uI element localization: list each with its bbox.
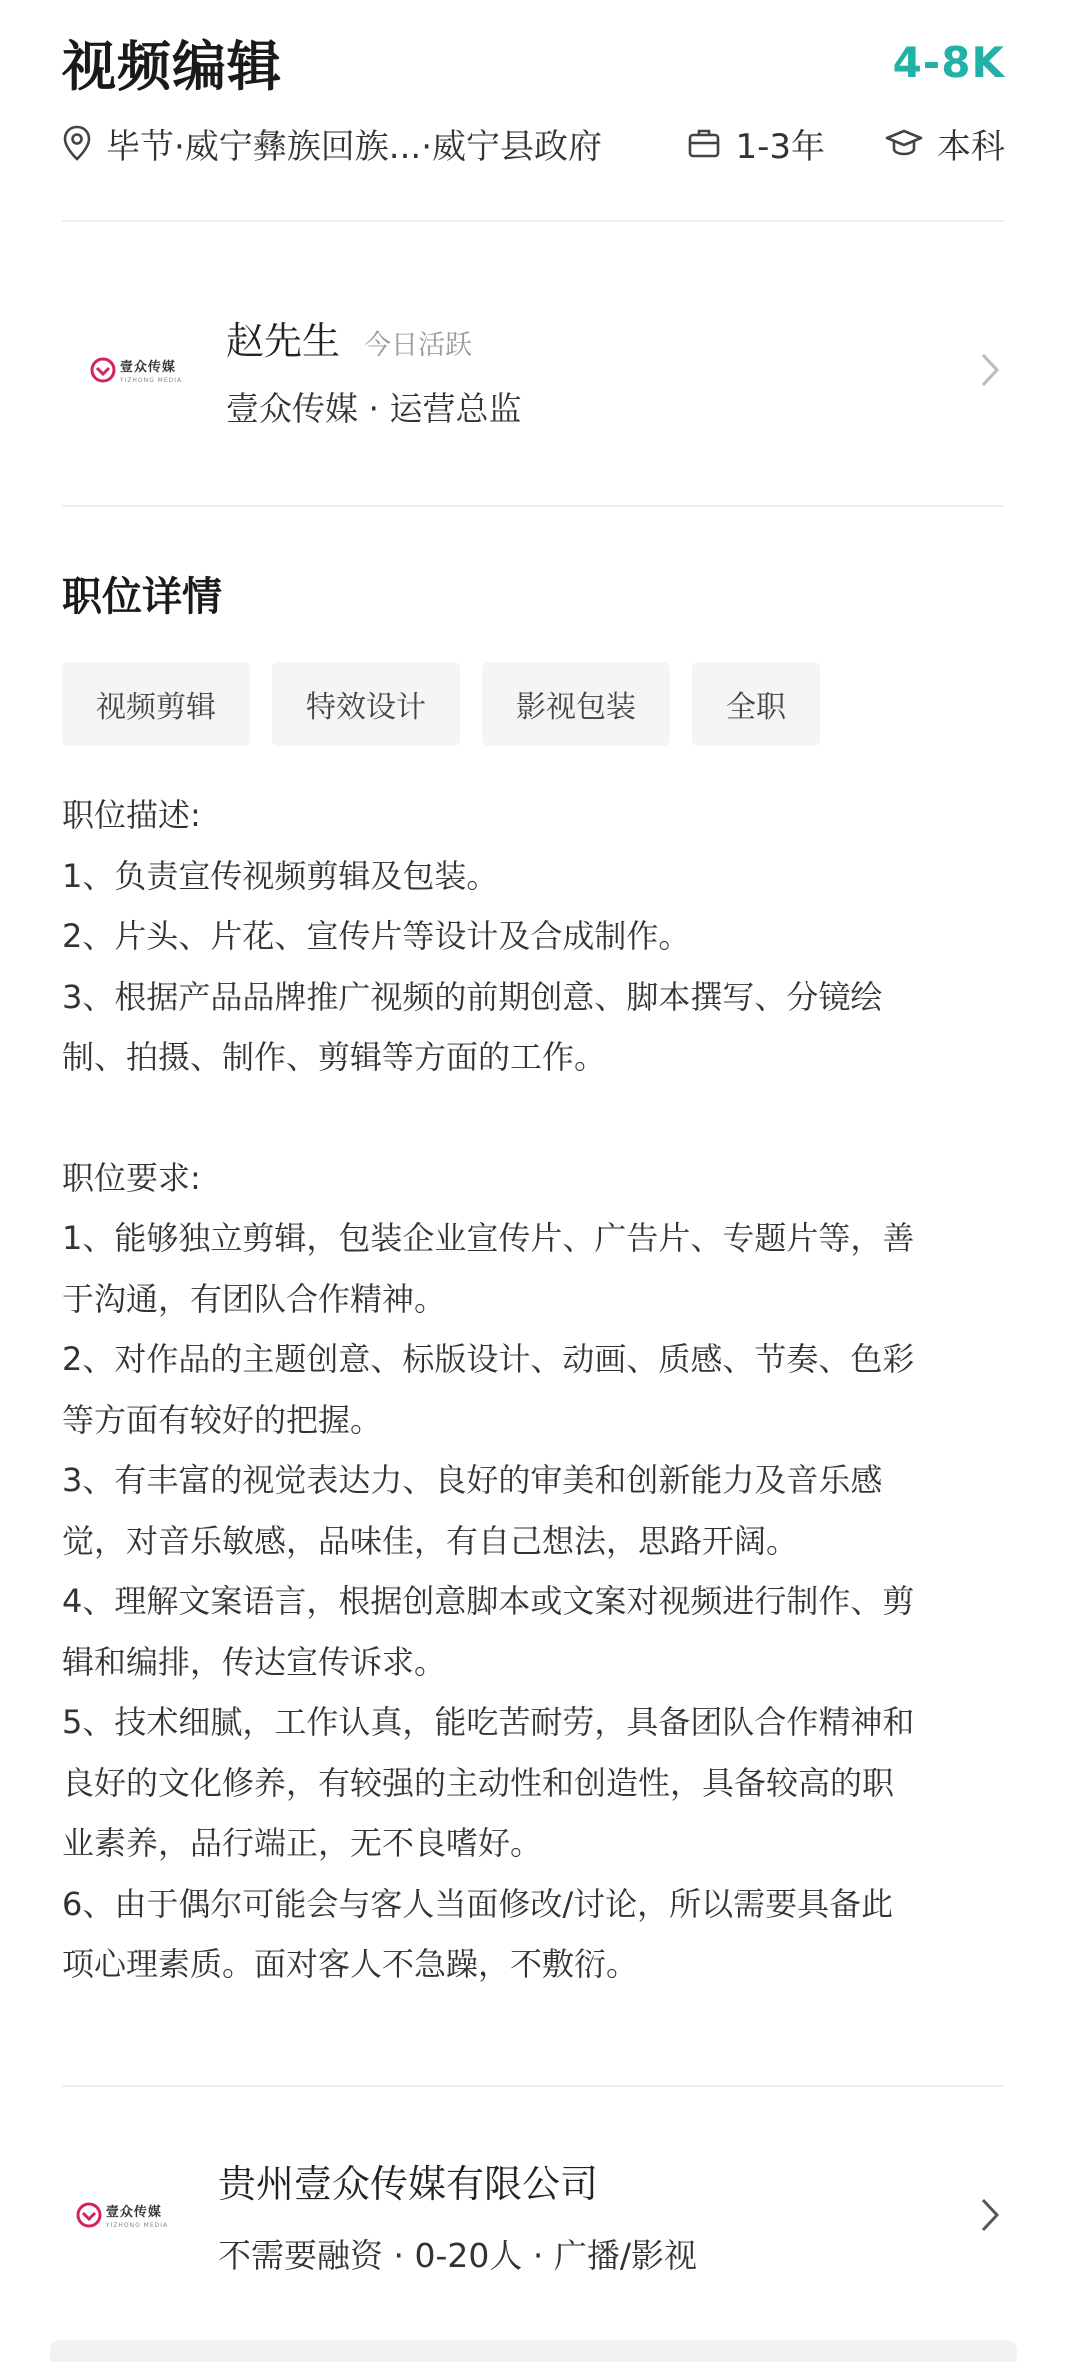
requirement-line: 觉，对音乐敏感，品味佳，有自己想法，思路开阔。 (62, 1521, 799, 1560)
tag-full-time: 全职 (692, 662, 820, 746)
recruiter-card[interactable] (62, 300, 1005, 440)
description-line: 3、根据产品品牌推广视频的前期创意、脚本撰写、分镜绘 (62, 977, 883, 1016)
location-pin-icon (62, 125, 92, 161)
description-line: 1、负责宣传视频剪辑及包装。 (62, 856, 499, 895)
requirement-line: 5、技术细腻，工作认真，能吃苦耐劳，具备团队合作精神和 (62, 1703, 915, 1741)
description-line: 2、片头、片花、宣传片等设计及合成制作。 (62, 917, 691, 955)
requirement-line: 等方面有较好的把握。 (62, 1400, 383, 1439)
logo-text: 壹众传媒 (105, 2205, 162, 2220)
company-name: 贵州壹众传媒有限公司 (218, 2162, 599, 2206)
job-tags (62, 662, 842, 746)
tag-video-editing: 视频剪辑 (62, 662, 250, 746)
location[interactable] (62, 119, 687, 168)
briefcase-icon (687, 127, 721, 159)
requirement-line: 6、由于偶尔可能会与客人当面修改/讨论，所以需要具备此 (62, 1884, 894, 1923)
requirement-line: 3、有丰富的视觉表达力、良好的审美和创新能力及音乐感 (62, 1461, 883, 1499)
job-title: 视频编辑 (62, 34, 282, 98)
chevron-right-icon[interactable] (975, 350, 1005, 390)
education-text: 本科 (937, 126, 1005, 167)
requirement-line: 职位要求: (62, 1158, 201, 1197)
company-meta: 不需要融资 · 0-20人 · 广播/影视 (218, 2236, 697, 2275)
requirement-line: 4、理解文案语言，根据创意脚本或文案对视频进行制作、剪 (62, 1582, 915, 1620)
graduation-cap-icon (885, 127, 923, 159)
education (885, 119, 1005, 168)
tag-film-packaging: 影视包装 (482, 662, 670, 746)
description-line: 制、拍摄、制作、剪辑等方面的工作。 (62, 1038, 607, 1076)
recruiter-company-title: 壹众传媒 · 运营总监 (226, 389, 522, 428)
tag-vfx-design: 特效设计 (272, 662, 460, 746)
requirement-line: 2、对作品的主题创意、标版设计、动画、质感、节奏、色彩 (62, 1340, 915, 1378)
company-card[interactable] (62, 2140, 1005, 2290)
logo-subtext: YIZHONG MEDIA (119, 377, 183, 384)
job-description (62, 785, 1017, 1995)
requirement-line: 良好的文化修养，有较强的主动性和创造性，具备较高的职 (62, 1763, 895, 1802)
requirement-line: 业素养，品行端正，无不良嗜好。 (62, 1824, 543, 1862)
section-title: 职位详情 (62, 574, 222, 620)
divider (62, 2085, 1005, 2087)
divider (62, 505, 1005, 507)
location-text: 毕节·威宁彝族回族...·威宁县政府 (106, 126, 603, 167)
active-status: 今日活跃 (364, 330, 473, 361)
experience-text: 1-3年 (735, 126, 825, 167)
requirement-line: 1、能够独立剪辑，包装企业宣传片、广告片、专题片等，善 (62, 1219, 915, 1257)
recruiter-name: 赵先生 (226, 319, 341, 363)
logo-subtext: YIZHONG MEDIA (105, 2222, 169, 2229)
chevron-right-icon[interactable] (975, 2195, 1005, 2235)
salary: 4-8K (892, 37, 1005, 87)
flower-logo-icon (76, 2202, 102, 2228)
requirement-line: 项心理素质。面对客人不急躁，不敷衍。 (62, 1945, 639, 1983)
experience (687, 119, 825, 168)
recruiter-company-logo (76, 335, 196, 405)
requirement-line: 辑和编排，传达宣传诉求。 (62, 1642, 447, 1681)
company-logo (62, 2180, 182, 2250)
requirement-line: 于沟通，有团队合作精神。 (62, 1279, 447, 1318)
job-meta (62, 112, 1005, 174)
logo-text: 壹众传媒 (119, 360, 176, 375)
divider (62, 220, 1005, 222)
map-preview-strip[interactable] (50, 2340, 1017, 2362)
flower-logo-icon (90, 357, 116, 383)
description-line: 职位描述: (62, 796, 201, 834)
job-header (62, 22, 1005, 102)
recruiter-info (226, 310, 975, 430)
company-info (218, 2153, 975, 2277)
